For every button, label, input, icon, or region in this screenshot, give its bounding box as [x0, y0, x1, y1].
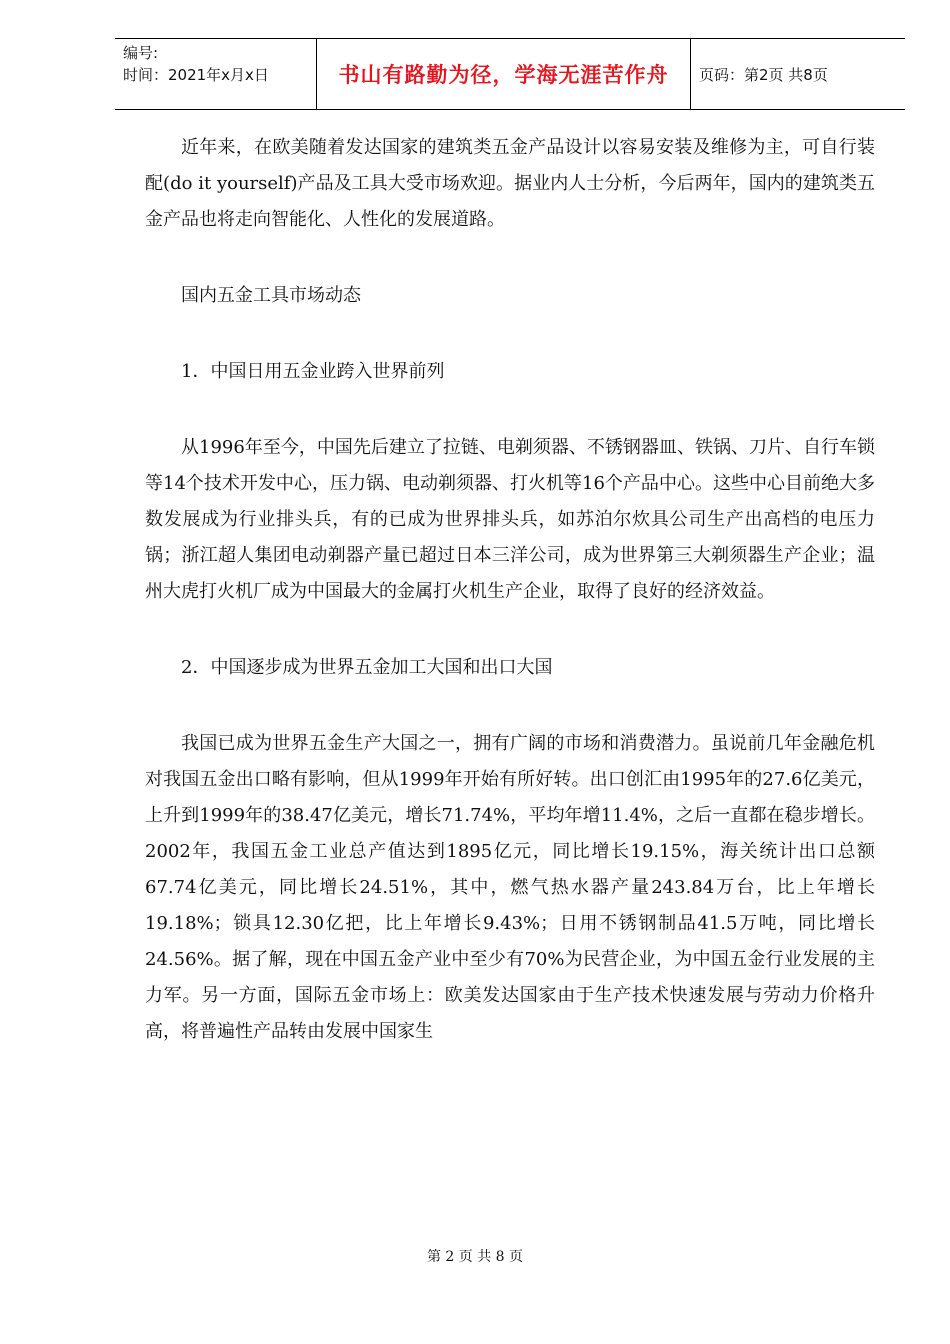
page-footer: 第 2 页 共 8 页 [426, 1249, 524, 1265]
header-page-label: 页码：第2页 共8页 [699, 65, 828, 84]
number-label: 编号: [123, 44, 159, 62]
motto-text: 书山有路勤为径，学海无涯苦作舟 [338, 63, 669, 87]
section-title: 国内五金工具市场动态 [181, 285, 361, 306]
heading-2: 2．中国逐步成为世界五金加工大国和出口大国 [181, 657, 553, 678]
document-body [145, 130, 875, 1050]
time-label: 时间：2021年x月x日 [123, 66, 269, 84]
page-header [115, 38, 905, 110]
paragraph-3: 我国已成为世界五金生产大国之一，拥有广阔的市场和消费潜力。虽说前几年金融危机对我国五金出口略有影响，但从1999年开始有所好转。出口创汇由1995年的27.6亿美元，上升到1999年的38.47亿美元，增长71.74%，平均年增11.4%，之后一直都在稳步增长。2002年，我国五金工业总产值达到1895亿元，同比增长19.15%，海关统计出口总额67.74亿美元，同比增长24.51%，其中，燃气热水器产量243.84万台，比上年增长19.18%；锁具12.30亿把，比上年增长9.43%；日用不锈钢制品41.5万吨，同比增长24.56%。据了解，现在中国五金产业中至少有70%为民营企业，为中国五金行业发展的主力军。另一方面，国际五金市场上：欧美发达国家由于生产技术快速发展与劳动力价格升高，将普遍性产品转由发展中国家生 [145, 733, 875, 1042]
header-motto [316, 39, 691, 109]
header-meta [115, 39, 316, 109]
paragraph-intro: 近年来，在欧美随着发达国家的建筑类五金产品设计以容易安装及维修为主，可自行装配(do it yourself)产品及工具大受市场欢迎。据业内人士分析，今后两年，国内的建筑类五金产品也将走向智能化、人性化的发展道路。 [145, 137, 875, 230]
paragraph-2: 从1996年至今，中国先后建立了拉链、电剃须器、不锈钢器皿、铁锅、刀片、自行车锁等14个技术开发中心，压力锅、电动剃须器、打火机等16个产品中心。这些中心目前绝大多数发展成为行业排头兵，有的已成为世界排头兵，如苏泊尔炊具公司生产出高档的电压力锅；浙江超人集团电动剃器产量已超过日本三洋公司，成为世界第三大剃须器生产企业；温州大虎打火机厂成为中国最大的金属打火机生产企业，取得了良好的经济效益。 [145, 437, 875, 602]
heading-1: 1．中国日用五金业跨入世界前列 [181, 361, 445, 382]
